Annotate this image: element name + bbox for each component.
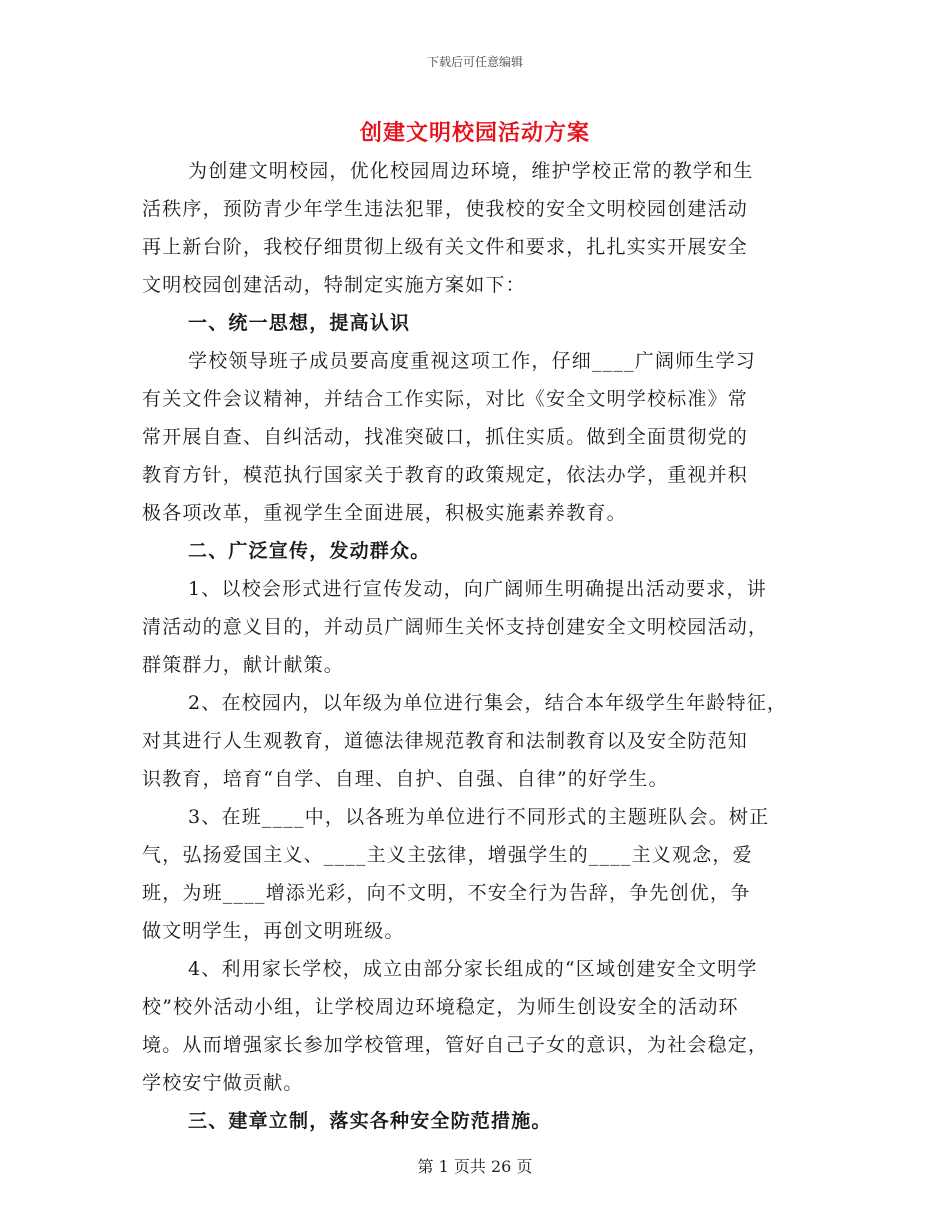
paragraph-line: 活秩序，预防青少年学生违法犯罪，使我校的安全文明校园创建活动 bbox=[142, 198, 749, 220]
paragraph-line: 境。从而增强家长参加学校管理，管好自己子女的意识，为社会稳定， bbox=[142, 1034, 769, 1056]
paragraph-line: 有关文件会议精神，并结合工作实际，对比《安全文明学校标准》常 bbox=[142, 388, 749, 410]
paragraph-line: 群策群力，献计献策。 bbox=[142, 654, 345, 676]
section-heading: 三、建章立制，落实各种安全防范措施。 bbox=[188, 1110, 552, 1132]
paragraph-line: 学校领导班子成员要高度重视这项工作，仔细____广阔师生学习 bbox=[188, 350, 757, 372]
section-heading: 一、统一思想，提高认识 bbox=[188, 312, 411, 334]
paragraph-line: 校”校外活动小组，让学校周边环境稳定，为师生创设安全的活动环 bbox=[142, 996, 739, 1018]
paragraph-line: 再上新台阶，我校仔细贯彻上级有关文件和要求，扎扎实实开展安全 bbox=[142, 236, 749, 258]
paragraph-line: 4、利用家长学校，成立由部分家长组成的“区域创建安全文明学 bbox=[188, 958, 758, 980]
paragraph-line: 气，弘扬爱国主义、____主义主弦律，增强学生的____主义观念，爱 bbox=[142, 844, 753, 866]
document-title: 创建文明校园活动方案 bbox=[359, 120, 590, 146]
document-body bbox=[142, 152, 822, 1140]
paragraph-line: 极各项改革，重视学生全面进展，积极实施素养教育。 bbox=[142, 502, 627, 524]
paragraph-line: 做文明学生，再创文明班级。 bbox=[142, 920, 405, 942]
paragraph-line: 清活动的意义目的，并动员广阔师生关怀支持创建安全文明校园活动， bbox=[142, 616, 769, 638]
paragraph-line: 识教育，培育“自学、自理、自护、自强、自律”的好学生。 bbox=[142, 768, 669, 790]
paragraph-line: 学校安宁做贡献。 bbox=[142, 1072, 304, 1094]
paragraph-line: 对其进行人生观教育，道德法律规范教育和法制教育以及安全防范知 bbox=[142, 730, 749, 752]
page-footer: 第 1 页共 26 页 bbox=[417, 1157, 533, 1176]
paragraph-line: 3、在班____中，以各班为单位进行不同形式的主题班队会。树正 bbox=[188, 806, 770, 828]
paragraph-line: 常开展自查、自纠活动，找准突破口，抓住实质。做到全面贯彻党的 bbox=[142, 426, 749, 448]
page-header: 下载后可任意编辑 bbox=[426, 55, 523, 69]
paragraph-line: 2、在校园内，以年级为单位进行集会，结合本年级学生年龄特征， bbox=[188, 692, 788, 714]
section-heading: 二、广泛宣传，发动群众。 bbox=[188, 540, 431, 562]
paragraph-line: 1、以校会形式进行宣传发动，向广阔师生明确提出活动要求，讲 bbox=[188, 578, 767, 600]
paragraph-line: 文明校园创建活动，特制定实施方案如下： bbox=[142, 274, 526, 296]
paragraph-line: 班，为班____增添光彩，向不文明，不安全行为告辞，争先创优，争 bbox=[142, 882, 751, 904]
paragraph-line: 为创建文明校园，优化校园周边环境，维护学校正常的教学和生 bbox=[188, 160, 754, 182]
paragraph-line: 教育方针，模范执行国家关于教育的政策规定，依法办学，重视并积 bbox=[142, 464, 749, 486]
